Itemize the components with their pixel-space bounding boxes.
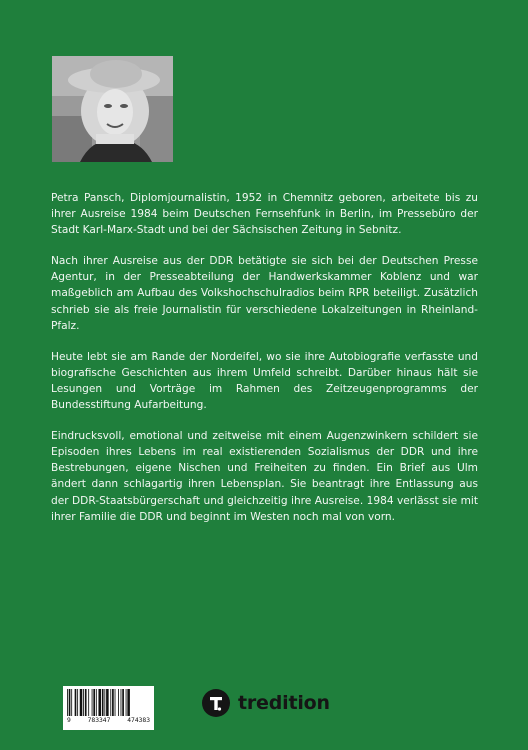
bio-paragraph: Nach ihrer Ausreise aus der DDR betätigte sie sich bei der Deutschen Presse Agentur, in der Presseabteilung der Handwerkskammer Koblenz und war maßgeblich am Aufbau des Volkshochschulradios beim RPR beteiligt. Zusätzlich schrieb sie als freie Journalistin für verschiedene Lokalzeitungen in Rheinland-Pfalz. bbox=[51, 255, 478, 332]
barcode-digits bbox=[67, 717, 150, 724]
isbn-barcode bbox=[63, 686, 154, 730]
barcode-bars-icon bbox=[67, 689, 150, 716]
tredition-logo-icon bbox=[202, 689, 230, 717]
bio-paragraph: Petra Pansch, Diplomjournalistin, 1952 in Chemnitz geboren, arbeitete bis zu ihrer Ausreise 1984 beim Deutschen Fernsehfunk in Berlin, im Pressebüro der Stadt Karl-Marx-Stadt und bei der Sächsischen Zeitung in Sebnitz. bbox=[51, 192, 478, 237]
bio-paragraph: Heute lebt sie am Rande der Nordeifel, wo sie ihre Autobiografie verfasste und biografische Geschichten aus ihrem Umfeld schreibt. Darüber hinaus hält sie Lesungen und Vorträge im Rahmen des Zeitzeugenprogramms der Bundesstiftung Aufarbeitung. bbox=[51, 350, 478, 412]
barcode-digits-left: 783347 bbox=[87, 717, 111, 724]
author-bio bbox=[51, 190, 478, 540]
barcode-digits-right: 474383 bbox=[127, 717, 150, 724]
author-portrait bbox=[52, 56, 173, 162]
barcode-digit-first: 9 bbox=[67, 717, 71, 724]
publisher-logo bbox=[202, 688, 330, 718]
bio-paragraph: Eindrucksvoll, emotional und zeitweise mit einem Augenzwinkern schildert sie Episoden ihres Lebens im real existierenden Sozialismus der DDR und ihre Bestrebungen, eigene Nischen und Freiheiten zu finden. Ein Brief aus Ulm ändert dann schlagartig ihren Lebensplan. Sie beantragt ihre Entlassung aus der DDR-Staatsbürgerschaft und gleichzeitig ihre Ausreise. 1984 verlässt sie mit ihrer Familie die DDR und beginnt im Westen noch mal von vorn. bbox=[51, 430, 478, 523]
publisher-name: tredition bbox=[238, 692, 330, 714]
author-photo bbox=[52, 56, 173, 162]
